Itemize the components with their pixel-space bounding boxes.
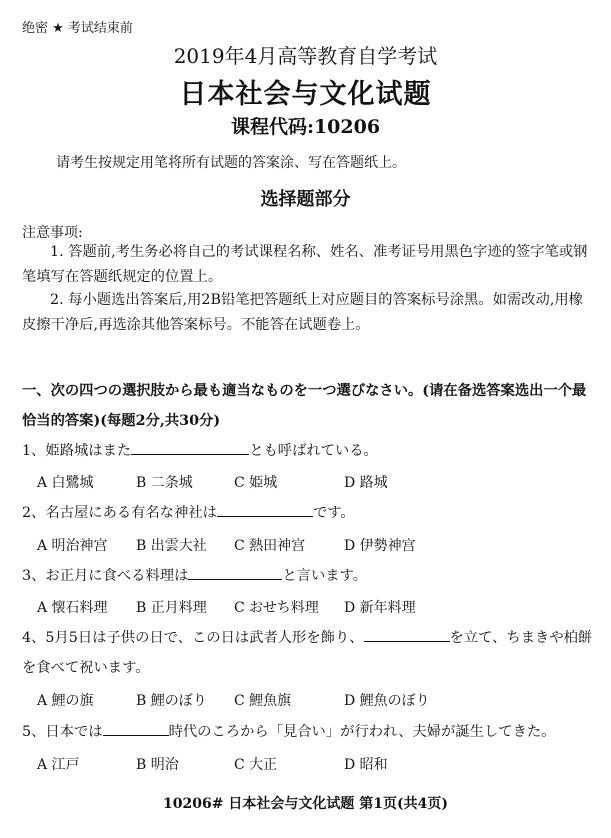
question-2-text-before: 2、名古屋にある有名な神社は <box>22 505 217 521</box>
option-a: A 懐石料理 <box>37 600 108 616</box>
option-c: C 鯉魚旗 <box>234 693 292 709</box>
question-3-text-after: と言います。 <box>282 568 368 584</box>
option-d: D 伊勢神宫 <box>344 538 416 554</box>
option-a: A 白鷺城 <box>37 475 94 491</box>
option-c: C 熱田神宫 <box>234 538 306 554</box>
question-1-text-before: 1、姫路城はまた <box>22 443 132 459</box>
option-b: B 明治 <box>136 757 179 773</box>
answer-blank <box>364 629 450 642</box>
option-a: A 鯉の旗 <box>37 693 94 709</box>
question-2 <box>22 498 597 528</box>
question-3-text-before: 3、お正月に食べる料理は <box>22 568 189 584</box>
option-b: B 鯉のぼり <box>136 693 207 709</box>
question-4-text-before: 4、5月5日は子供の日で、この日は武者人形を飾り、 <box>22 630 364 646</box>
option-b: B 二条城 <box>136 475 193 491</box>
question-1 <box>22 436 597 466</box>
question-1-text-after: とも呼ばれている。 <box>249 443 378 459</box>
answer-blank <box>188 567 282 580</box>
confidential-mark: 绝密 ★ 考试结束前 <box>22 21 133 36</box>
subject-title: 日本社会与文化试题 <box>179 79 432 110</box>
answer-blank <box>217 504 313 517</box>
option-d: D 路城 <box>344 475 388 491</box>
option-c: C 姫城 <box>234 475 278 491</box>
page-footer: 10206# 日本社会与文化试题 第1页(共4页) <box>163 796 448 812</box>
answer-blank <box>103 723 169 736</box>
option-d: D 新年料理 <box>344 600 416 616</box>
option-b: B 出雲大社 <box>136 538 207 554</box>
question-section-heading: 一、次の四つの選択肢から最も適当なものを一つ選びなさい。(请在备选答案选出一个最恰当的答案)(每题2分,共30分) <box>22 383 587 429</box>
option-c: C おせち料理 <box>234 600 319 616</box>
question-4 <box>22 623 597 683</box>
question-5 <box>22 717 597 747</box>
question-5-text-before: 5、日本では <box>22 724 103 740</box>
question-5-text-after: 時代のころから「見合い」が行われ、夫婦が誕生してきた。 <box>168 724 556 740</box>
option-d: D 昭和 <box>344 757 388 773</box>
option-d: D 鯉魚のぼり <box>344 693 430 709</box>
note-item-2: 2. 每小题选出答案后,用2B铅笔把答题纸上对应题目的答案标号涂黑。如需改动,用橡皮擦干净后,再选涂其他答案标号。不能答在试题卷上。 <box>22 292 583 333</box>
question-2-text-after: です。 <box>312 505 355 521</box>
question-3 <box>22 561 597 591</box>
option-a: A 明治神宫 <box>37 538 108 554</box>
note-item-1: 1. 答题前,考生务必将自己的考试课程名称、姓名、准考证号用黑色字迹的签字笔或钢笔填写在答题纸规定的位置上。 <box>22 244 588 285</box>
instruction-text: 请考生按规定用笔将所有试题的答案涂、写在答题纸上。 <box>56 155 406 171</box>
answer-blank <box>131 442 249 455</box>
option-b: B 正月料理 <box>136 600 207 616</box>
course-code: 课程代码:10206 <box>230 116 381 138</box>
option-a: A 江戸 <box>37 757 80 773</box>
question-4-text-after: を立て、ちまきや柏餅を食べて祝います。 <box>22 630 593 676</box>
exam-title: 2019年4月高等教育自学考试 <box>173 44 438 68</box>
option-c: C 大正 <box>234 757 278 773</box>
notes-label: 注意事项: <box>22 225 83 241</box>
section-heading: 选择题部分 <box>260 189 351 210</box>
